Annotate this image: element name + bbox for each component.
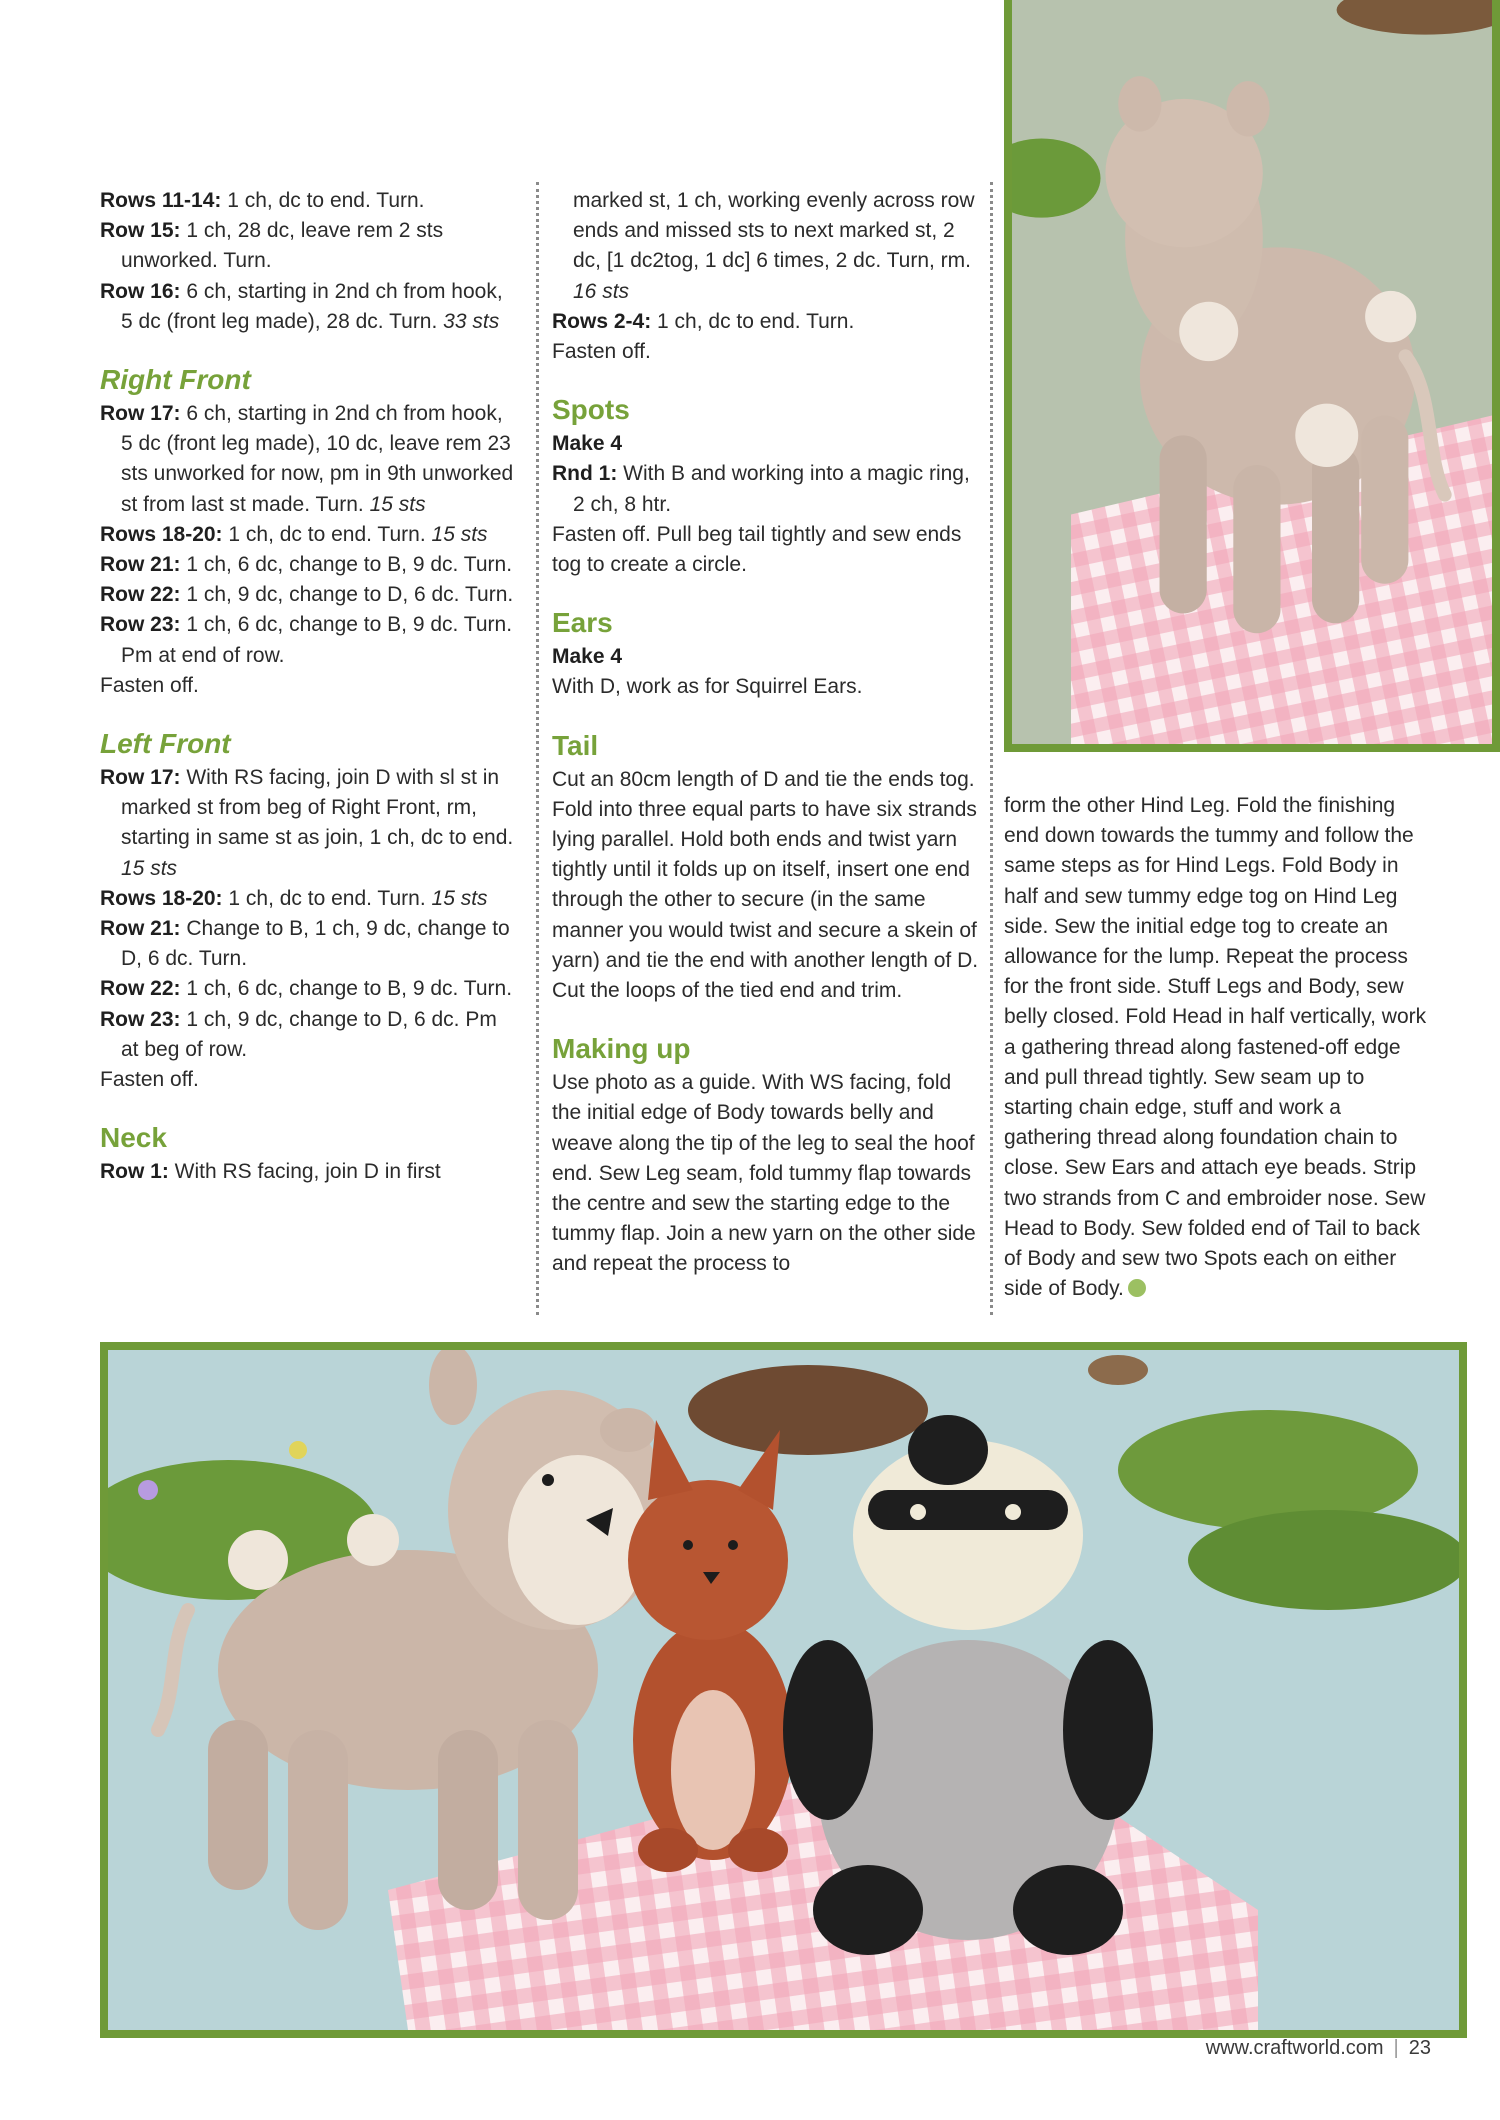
yarn-ball-icon	[1128, 1279, 1146, 1297]
lf-row-21: Row 21: Change to B, 1 ch, 9 dc, change to D, 6 dc. Turn.	[100, 917, 510, 971]
heading-left-front: Left Front	[100, 728, 231, 760]
lf-row-17: Row 17: With RS facing, join D with sl st in marked st from beg of Right Front, rm, starting in same st as join, 1 ch, dc to end. 15 sts	[100, 766, 514, 880]
tail-text: Cut an 80cm length of D and tie the ends tog. Fold into three equal parts to have six strands lying parallel. Hold both ends and twist yarn tightly until it folds up on itself, insert one end through the other to secure (in the same manner you would twist and secure a skein of yarn) and tie the end with another length of D. Cut the loops of the tied end and trim.	[552, 767, 979, 1003]
lf-row-22: Row 22: 1 ch, 6 dc, change to B, 9 dc. Turn.	[100, 977, 513, 1001]
lamb-photo-illustration	[1012, 0, 1492, 744]
heading-ears: Ears	[552, 607, 613, 639]
footer-url: www.craftworld.com	[1205, 2037, 1384, 2059]
lamb-photo	[1004, 0, 1500, 752]
ears-make: Make 4	[552, 645, 623, 669]
column-divider-2	[990, 182, 993, 1315]
column-1	[100, 186, 520, 1187]
rf-fasten-off: Fasten off.	[100, 673, 199, 697]
column-3	[1004, 791, 1434, 1304]
making-up-continued: form the other Hind Leg. Fold the finishing end down towards the tummy and follow the same steps as for Hind Legs. Fold Body in half and sew tummy edge tog on Hind Leg side. Sew the initial edge tog to create an allowance for the lump. Repeat the process for the front side. Stuff Legs and Body, sew belly closed. Fold Head in half vertically, work a gathering thread along fastened-off edge and pull thread tightly. Sew seam up to starting chain edge, stuff and work a gathering thread along foundation chain to close. Sew Ears and attach eye beads. Strip two strands from C and embroider nose. Sew Head to Body. Sew folded end of Tail to back of Body and sew two Spots each on either side of Body.	[1004, 794, 1427, 1301]
rows-11-14: Rows 11-14: 1 ch, dc to end. Turn.	[100, 189, 425, 212]
toys-photo-illustration	[108, 1350, 1459, 2030]
lf-rows-18-20: Rows 18-20: 1 ch, dc to end. Turn. 15 sts	[100, 886, 488, 910]
footer-separator: |	[1393, 2037, 1399, 2059]
heading-tail: Tail	[552, 729, 599, 761]
ears-text: With D, work as for Squirrel Ears.	[552, 675, 863, 699]
column-2	[552, 186, 982, 1280]
rf-row-22: Row 22: 1 ch, 9 dc, change to D, 6 dc. Turn.	[100, 583, 514, 607]
heading-spots: Spots	[552, 394, 630, 426]
lf-row-23: Row 23: 1 ch, 9 dc, change to D, 6 dc. Pm at beg of row.	[100, 1007, 497, 1061]
rf-rows-18-20: Rows 18-20: 1 ch, dc to end. Turn. 15 sts	[100, 522, 488, 546]
rf-row-23: Row 23: 1 ch, 6 dc, change to B, 9 dc. Turn. Pm at end of row.	[100, 613, 513, 667]
neck-row-1: Row 1: With RS facing, join D in first	[100, 1160, 441, 1184]
row-16: Row 16: 6 ch, starting in 2nd ch from hook, 5 dc (front leg made), 28 dc. Turn. 33 sts	[100, 279, 503, 333]
neck-rows-2-4: Rows 2-4: 1 ch, dc to end. Turn.	[552, 309, 855, 333]
neck-continued: marked st, 1 ch, working evenly across row ends and missed sts to next marked st, 2 dc, [1 dc2tog, 1 dc] 6 times, 2 dc. Turn, rm. 16 sts	[573, 189, 975, 303]
heading-right-front: Right Front	[100, 364, 251, 396]
page-number: 23	[1408, 2037, 1431, 2059]
spots-rnd-1: Rnd 1: With B and working into a magic ring, 2 ch, 8 htr.	[552, 462, 970, 516]
toys-group-photo	[100, 1342, 1467, 2038]
column-divider-1	[536, 182, 539, 1315]
rf-row-21: Row 21: 1 ch, 6 dc, change to B, 9 dc. Turn.	[100, 553, 513, 577]
spots-make: Make 4	[552, 432, 623, 456]
heading-neck: Neck	[100, 1122, 167, 1154]
lf-fasten-off: Fasten off.	[100, 1068, 199, 1092]
rf-row-17: Row 17: 6 ch, starting in 2nd ch from hook, 5 dc (front leg made), 10 dc, leave rem 23 sts unworked for now, pm in 9th unworked st from last st made. Turn. 15 sts	[100, 402, 514, 516]
row-15: Row 15: 1 ch, 28 dc, leave rem 2 sts unworked. Turn.	[100, 219, 444, 273]
heading-making-up: Making up	[552, 1033, 691, 1065]
spots-text: Fasten off. Pull beg tail tightly and sew ends tog to create a circle.	[552, 522, 962, 577]
making-up-text: Use photo as a guide. With WS facing, fold the initial edge of Body towards belly and weave along the tip of the leg to seal the hoof end. Sew Leg seam, fold tummy flap towards the centre and sew the starting edge to the tummy flap. Join a new yarn on the other side and repeat the process to	[552, 1071, 976, 1276]
neck-fasten-off: Fasten off.	[552, 340, 651, 364]
page-footer	[1206, 2037, 1431, 2060]
